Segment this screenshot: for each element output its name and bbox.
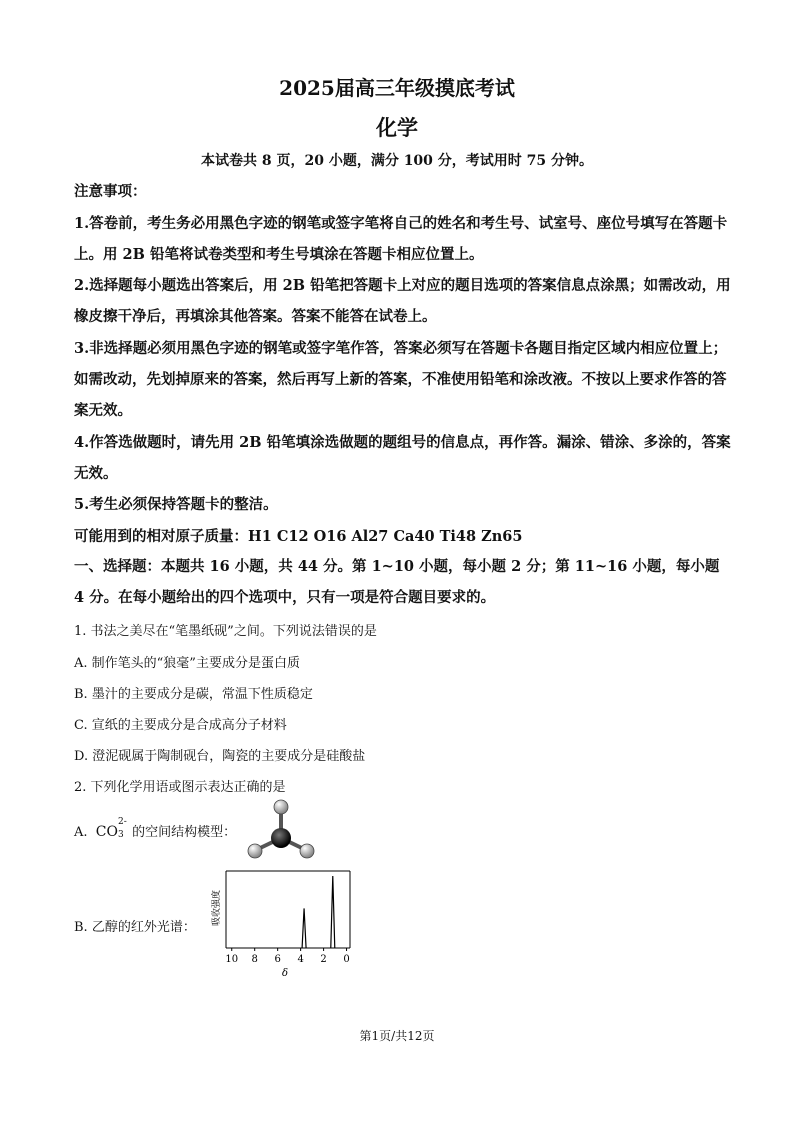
exam-info: 本试卷共 8 页，20 小题，满分 100 分，考试用时 75 分钟。: [200, 153, 594, 169]
carbonate-subscript: 3: [118, 830, 124, 840]
notice-item-1: 1.答卷前，考生务必用黑色字迹的钢笔或签字笔将自己的姓名和考生号、试室号、座位号填写在答题卡上。用 2B 铅笔将试卷类型和考生号填涂在答题卡相应位置上。: [74, 215, 728, 263]
section1-heading: 一、选择题：本题共 16 小题，共 44 分。第 1~10 小题，每小题 2 分；第 11~16 小题，每小题 4 分。在每小题给出的四个选项中，只有一项是符合题目要求的。: [74, 558, 720, 606]
notice-item-2: 2.选择题每小题选出答案后，用 2B 铅笔把答题卡上对应的题目选项的答案信息点涂黑；如需改动，用橡皮擦干净后，再填涂其他答案。答案不能答在试卷上。: [74, 277, 731, 325]
carbonate-formula: CO: [95, 824, 118, 840]
carbonate-charge: 2-: [118, 817, 127, 827]
spectrum-tick-label: 6: [274, 954, 281, 965]
q1-option-c: C. 宣纸的主要成分是合成高分子材料: [74, 718, 287, 733]
spectrum-tick-label: 4: [297, 954, 304, 965]
exam-title: 2025届高三年级摸底考试: [279, 76, 515, 100]
exam-subject: 化学: [376, 115, 418, 140]
spectrum-xlabel: δ: [281, 968, 289, 979]
q1-option-a: A. 制作笔头的“狼毫”主要成分是蛋白质: [74, 656, 300, 671]
q1-stem: 1. 书法之美尽在“笔墨纸砚”之间。下列说法错误的是: [74, 624, 377, 639]
q2-stem: 2. 下列化学用语或图示表达正确的是: [74, 780, 286, 795]
molecule-model: [243, 798, 319, 862]
atom-right: [300, 844, 314, 858]
page-footer: 第1页/共12页: [359, 1029, 435, 1043]
q1-option-b: B. 墨汁的主要成分是碳，常温下性质稳定: [74, 687, 313, 702]
notice-item-3: 3.非选择题必须用黑色字迹的钢笔或签字笔作答，答案必须写在答题卡各题目指定区域内相应位置上；如需改动，先划掉原来的答案，然后再写上新的答案，不准使用铅笔和涂改液。不按以上要求作答的答案无效。: [74, 340, 728, 419]
spectrum-tick-label: 8: [251, 954, 258, 965]
spectrum-peak: [302, 908, 306, 948]
spectrum-tick-label: 2: [320, 954, 327, 965]
atomic-masses: 可能用到的相对原子质量：H1 C12 O16 Al27 Ca40 Ti48 Zn65: [74, 528, 523, 545]
spectrum-tick-label: 10: [225, 954, 239, 965]
ir-spectrum-chart: [203, 866, 363, 981]
notice-heading: 注意事项：: [74, 183, 147, 200]
atom-center: [271, 828, 291, 848]
q1-option-d: D. 澄泥砚属于陶制砚台，陶瓷的主要成分是硅酸盐: [74, 749, 366, 764]
spectrum-ylabel: 吸收强度: [212, 889, 222, 927]
q2-option-b: B. 乙醇的红外光谱：: [74, 920, 196, 935]
q2-option-a: [74, 817, 237, 840]
q2-option-a-text: 的空间结构模型：: [132, 825, 237, 840]
spectrum-tick-label: 0: [343, 954, 350, 965]
spectrum-peak: [331, 876, 335, 948]
notice-item-5: 5.考生必须保持答题卡的整洁。: [74, 496, 278, 513]
q2-option-a-label: A.: [74, 825, 88, 840]
notice-item-4: 4.作答选做题时，请先用 2B 铅笔填涂选做题的题组号的信息点，再作答。漏涂、错涂、多涂的，答案无效。: [74, 434, 731, 482]
atom-left: [248, 844, 262, 858]
atom-top: [274, 800, 288, 814]
